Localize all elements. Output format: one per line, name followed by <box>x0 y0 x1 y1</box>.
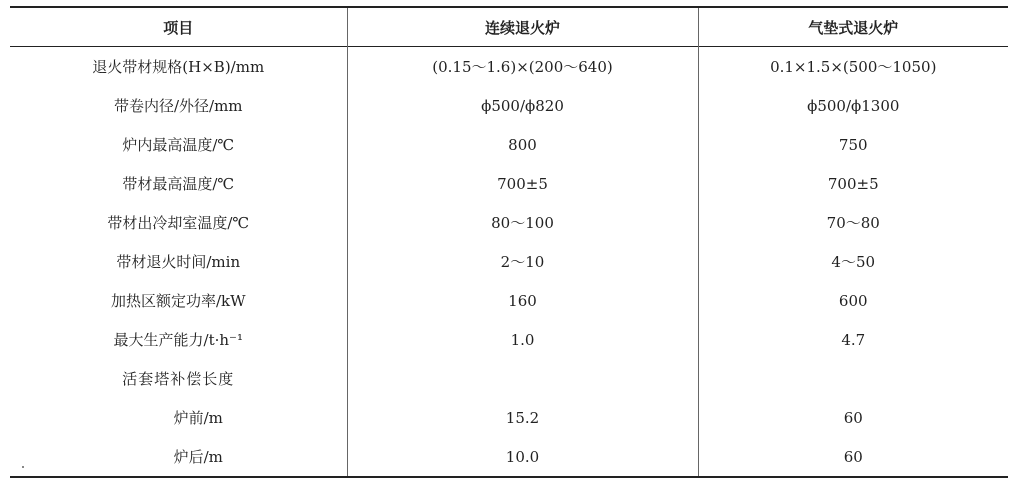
table-row <box>10 164 1008 203</box>
cell-air-cushion <box>698 359 1008 398</box>
cell-air-cushion: 60 <box>698 398 1008 437</box>
row-label: 最大生产能力/t·h⁻¹ <box>113 331 243 349</box>
annealing-furnace-comparison-table <box>10 6 1008 478</box>
row-label: 带材最高温度/℃ <box>122 175 235 193</box>
row-label: 带卷内径/外径/mm <box>113 97 243 115</box>
cell-air-cushion: ϕ500/ϕ1300 <box>698 86 1008 125</box>
cell-continuous: 160 <box>347 281 698 320</box>
cell-air-cushion: 0.1×1.5×(500～1050) <box>698 47 1008 87</box>
row-label: 炉后/m <box>173 448 223 466</box>
cell-continuous: (0.15～1.6)×(200～640) <box>347 47 698 87</box>
cell-continuous: 10.0 <box>347 437 698 477</box>
table-header-row <box>10 7 1008 47</box>
table-row <box>10 203 1008 242</box>
cell-air-cushion: 4～50 <box>698 242 1008 281</box>
cell-air-cushion: 600 <box>698 281 1008 320</box>
row-label: 活套塔补偿长度 <box>122 370 235 388</box>
table-row <box>10 47 1008 87</box>
scan-speck <box>22 466 24 468</box>
table-row <box>10 398 1008 437</box>
table-row <box>10 359 1008 398</box>
table-row <box>10 86 1008 125</box>
cell-air-cushion: 4.7 <box>698 320 1008 359</box>
cell-continuous: 2～10 <box>347 242 698 281</box>
cell-continuous: ϕ500/ϕ820 <box>347 86 698 125</box>
cell-air-cushion: 70～80 <box>698 203 1008 242</box>
row-label: 带材出冷却室温度/℃ <box>107 214 250 232</box>
cell-continuous: 1.0 <box>347 320 698 359</box>
table-row <box>10 437 1008 477</box>
cell-continuous <box>347 359 698 398</box>
cell-air-cushion: 750 <box>698 125 1008 164</box>
cell-air-cushion: 700±5 <box>698 164 1008 203</box>
header-item: 项目 <box>163 18 194 37</box>
header-continuous-furnace: 连续退火炉 <box>347 7 698 47</box>
row-label: 炉内最高温度/℃ <box>122 136 235 154</box>
header-air-cushion-furnace: 气垫式退火炉 <box>698 7 1008 47</box>
row-label: 退火带材规格(H×B)/mm <box>92 58 265 76</box>
cell-continuous: 800 <box>347 125 698 164</box>
table-row <box>10 281 1008 320</box>
row-label: 炉前/m <box>173 409 223 427</box>
row-label: 加热区额定功率/kW <box>110 292 246 310</box>
cell-continuous: 15.2 <box>347 398 698 437</box>
row-label: 带材退火时间/min <box>116 253 241 271</box>
table-row <box>10 320 1008 359</box>
cell-continuous: 700±5 <box>347 164 698 203</box>
table-row <box>10 242 1008 281</box>
cell-continuous: 80～100 <box>347 203 698 242</box>
cell-air-cushion: 60 <box>698 437 1008 477</box>
table-row <box>10 125 1008 164</box>
